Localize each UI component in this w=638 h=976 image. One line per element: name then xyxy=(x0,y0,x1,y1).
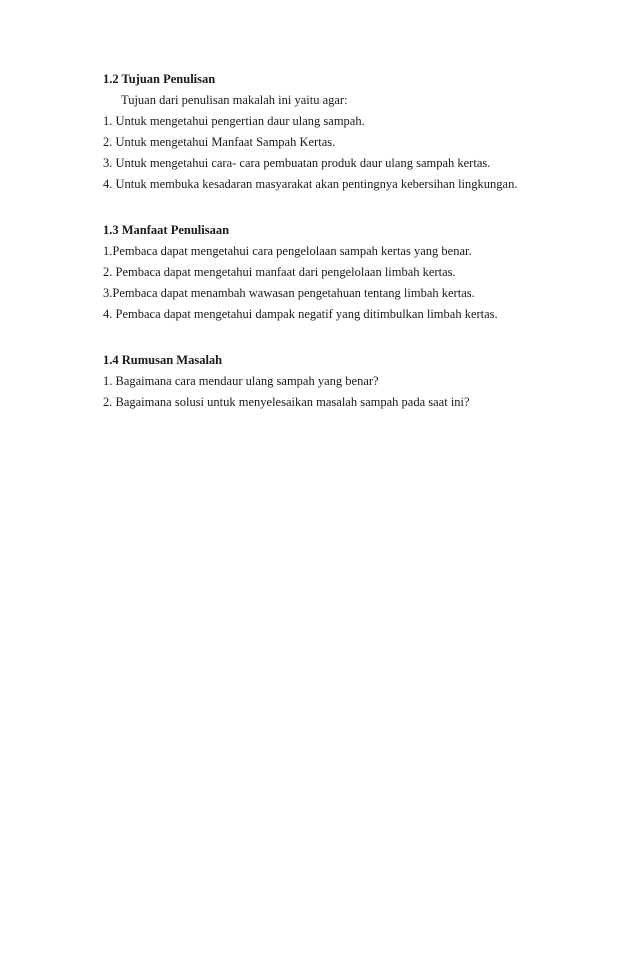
section-tujuan-penulisan xyxy=(103,71,603,192)
list-item: 2. Bagaimana solusi untuk menyelesaikan masalah sampah pada saat ini? xyxy=(103,395,470,409)
section-heading: 1.2 Tujuan Penulisan xyxy=(103,72,216,86)
list-item: 2. Untuk mengetahui Manfaat Sampah Kertas. xyxy=(103,135,336,149)
list-item: 1.Pembaca dapat mengetahui cara pengelolaan sampah kertas yang benar. xyxy=(103,244,472,258)
list-item: 1. Untuk mengetahui pengertian daur ulang sampah. xyxy=(103,114,365,128)
list-item: 3. Untuk mengetahui cara- cara pembuatan produk daur ulang sampah kertas. xyxy=(103,156,491,170)
list-item: 3.Pembaca dapat menambah wawasan pengetahuan tentang limbah kertas. xyxy=(103,286,475,300)
list-item: 4. Untuk membuka kesadaran masyarakat akan pentingnya kebersihan lingkungan. xyxy=(103,177,518,191)
list-item: 1. Bagaimana cara mendaur ulang sampah yang benar? xyxy=(103,374,379,388)
section-heading: 1.4 Rumusan Masalah xyxy=(103,353,223,367)
section-heading: 1.3 Manfaat Penulisaan xyxy=(103,223,230,237)
section-manfaat-penulisaan xyxy=(103,222,603,322)
list-item: 4. Pembaca dapat mengetahui dampak negatif yang ditimbulkan limbah kertas. xyxy=(103,307,498,321)
section-rumusan-masalah xyxy=(103,352,603,410)
list-item: 2. Pembaca dapat mengetahui manfaat dari pengelolaan limbah kertas. xyxy=(103,265,456,279)
section-intro: Tujuan dari penulisan makalah ini yaitu agar: xyxy=(121,93,348,107)
